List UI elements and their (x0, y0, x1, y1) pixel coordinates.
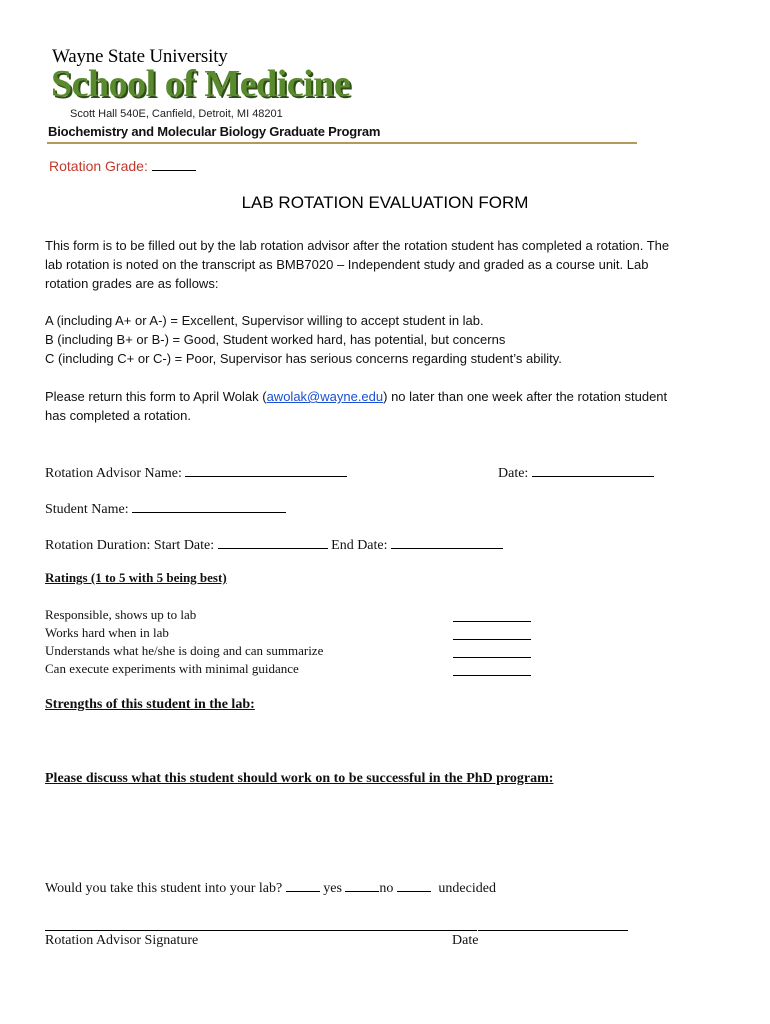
school-name-logo: School of Medicine (51, 63, 351, 105)
improvement-heading: Please discuss what this student should work on to be successful in the PhD program: (45, 771, 554, 786)
rating-item: Responsible, shows up to lab (45, 607, 197, 622)
form-title: LAB ROTATION EVALUATION FORM (241, 193, 529, 212)
date-field (498, 462, 654, 482)
return-note (45, 387, 667, 425)
rating-blank[interactable] (453, 657, 531, 658)
ratings-heading: Ratings (1 to 5 with 5 being best) (45, 570, 227, 585)
rotation-grade-blank[interactable] (152, 156, 196, 171)
date-label-top: Date: (498, 466, 529, 481)
strengths-heading: Strengths of this student in the lab: (45, 697, 255, 712)
grade-b: B (including B+ or B-) = Good, Student worked hard, has potential, but concerns (45, 332, 506, 347)
no-blank[interactable] (345, 877, 379, 892)
rating-item: Can execute experiments with minimal guidance (45, 661, 299, 676)
signature-label: Rotation Advisor Signature (45, 933, 199, 948)
grade-c: C (including C+ or C-) = Poor, Supervisor has serious concerns regarding student’s ability. (45, 351, 562, 366)
start-date-blank[interactable] (218, 534, 328, 549)
student-name-label: Student Name: (45, 502, 129, 517)
rating-blank[interactable] (453, 621, 531, 622)
intro-line: lab rotation is noted on the transcript as BMB7020 – Independent study and graded as a course unit. Lab (45, 257, 649, 272)
intro-line: This form is to be filled out by the lab rotation advisor after the rotation student has completed a rotation. The (45, 238, 670, 253)
grade-a: A (including A+ or A-) = Excellent, Supervisor willing to accept student in lab. (45, 313, 484, 328)
undecided-option: undecided (438, 881, 496, 896)
rotation-duration-field (45, 534, 503, 554)
signature-date-label: Date (452, 933, 479, 948)
return-suffix: ) no later than one week after the rotation student (383, 389, 668, 404)
rating-blank[interactable] (453, 675, 531, 676)
end-date-blank[interactable] (391, 534, 503, 549)
advisor-name-field (45, 462, 347, 482)
rating-blank[interactable] (453, 639, 531, 640)
university-name: Wayne State University (52, 46, 228, 67)
address: Scott Hall 540E, Canfield, Detroit, MI 48201 (70, 108, 283, 120)
advisor-name-label: Rotation Advisor Name: (45, 466, 182, 481)
header-divider (47, 142, 637, 144)
return-prefix: Please return this form to April Wolak ( (45, 389, 267, 404)
student-name-field (45, 498, 286, 518)
end-date-label: End Date: (331, 538, 388, 553)
signature-date-line[interactable] (478, 930, 628, 931)
rotation-grade (49, 156, 196, 174)
start-date-label: Rotation Duration: Start Date: (45, 538, 215, 553)
student-name-blank[interactable] (132, 498, 286, 513)
intro-paragraph (45, 236, 669, 293)
rating-item: Works hard when in lab (45, 625, 169, 640)
no-option: no (379, 881, 394, 896)
take-prompt: Would you take this student into your lab? (45, 881, 283, 896)
undecided-blank[interactable] (397, 877, 431, 892)
return-line-2: has completed a rotation. (45, 408, 191, 423)
yes-option: yes (323, 881, 342, 896)
rotation-grade-label: Rotation Grade: (49, 158, 148, 174)
rating-item: Understands what he/she is doing and can summarize (45, 643, 324, 658)
email-link[interactable]: awolak@wayne.edu (266, 389, 384, 404)
yes-blank[interactable] (286, 877, 320, 892)
intro-line: rotation grades are as follows: (45, 276, 219, 291)
date-blank[interactable] (532, 462, 654, 477)
take-student-question (45, 877, 496, 897)
return-line (45, 387, 667, 406)
grade-definitions (45, 311, 562, 368)
advisor-name-blank[interactable] (185, 462, 347, 477)
signature-line[interactable] (45, 930, 477, 931)
program-name: Biochemistry and Molecular Biology Graduate Program (48, 124, 381, 139)
